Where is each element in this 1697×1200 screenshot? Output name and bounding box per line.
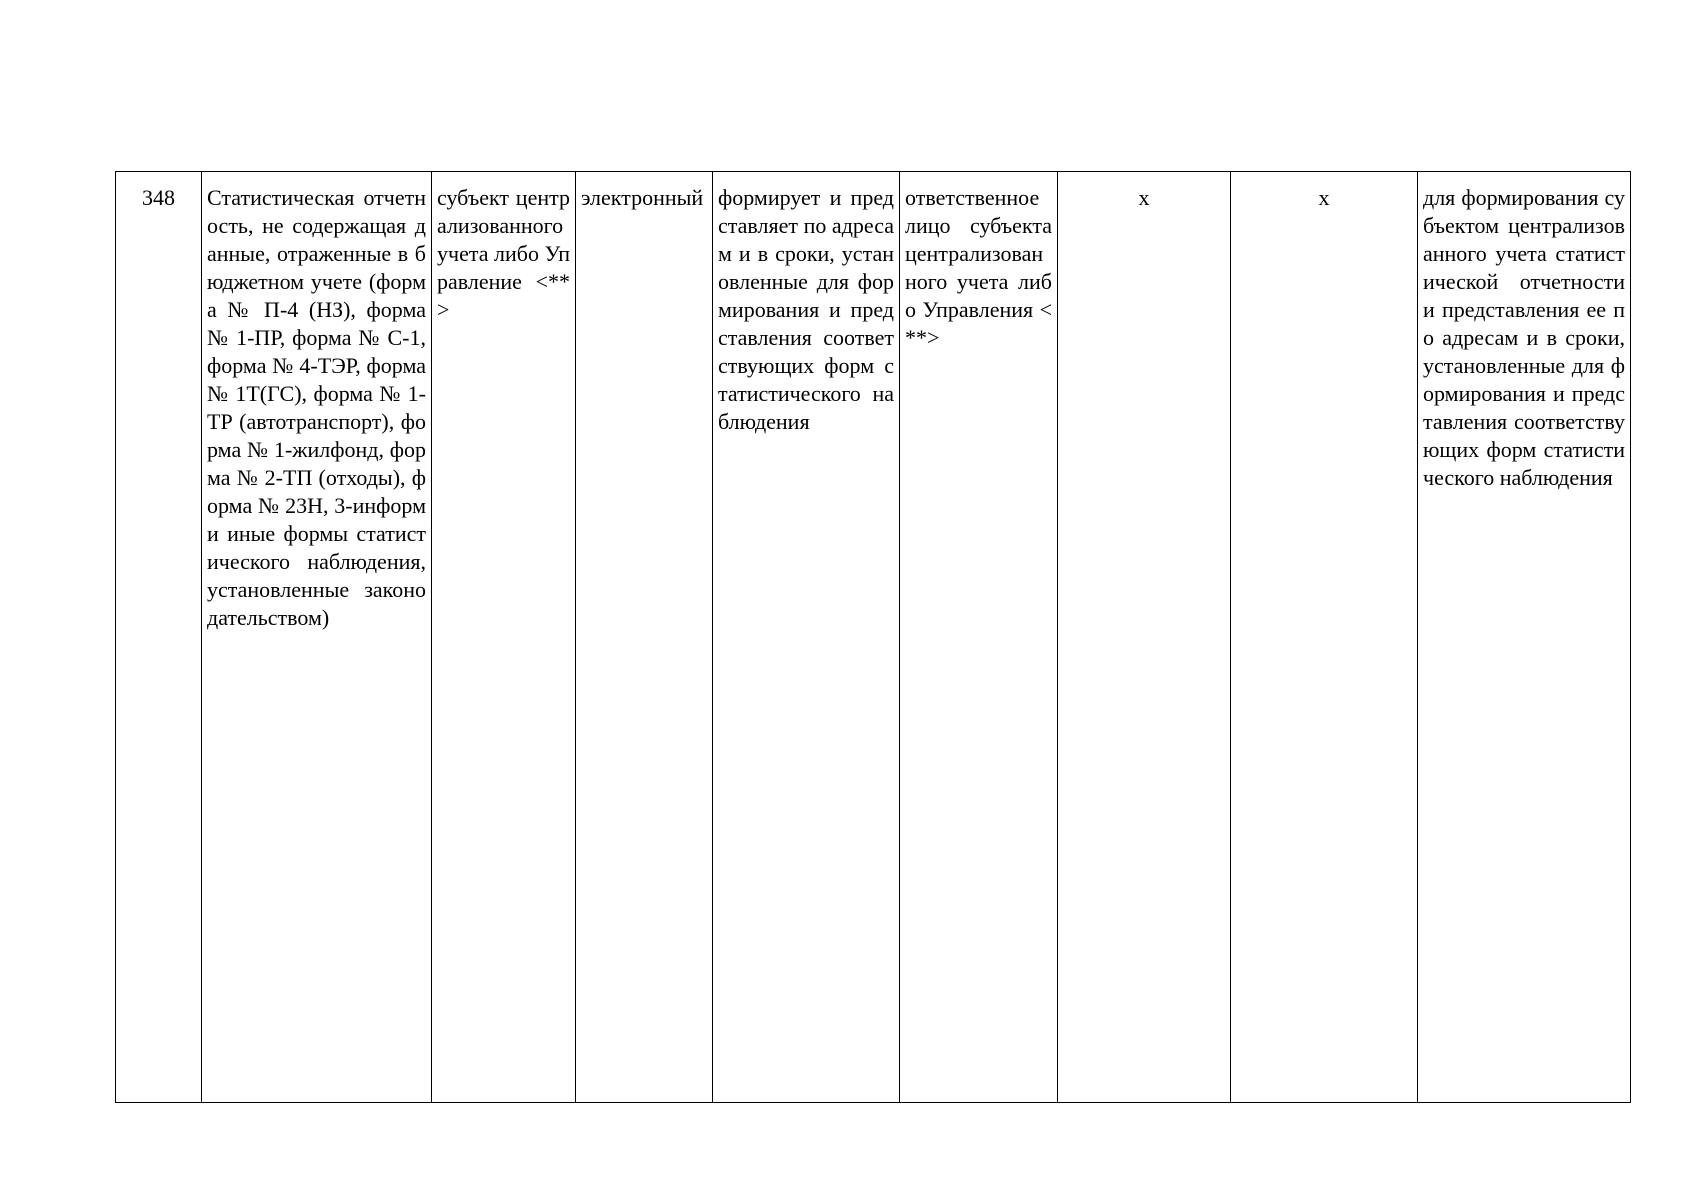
document-form: электронный bbox=[581, 185, 704, 210]
responsible-person: ответственное лицо субъекта централизованного учета либо Управления <**> bbox=[905, 185, 1052, 350]
column-8-cell bbox=[1231, 172, 1418, 1103]
action-cell bbox=[713, 172, 900, 1103]
form-cell bbox=[576, 172, 713, 1103]
document-name-cell bbox=[202, 172, 432, 1103]
purpose-cell bbox=[1418, 172, 1631, 1103]
responsible-person-cell bbox=[900, 172, 1058, 1103]
document-table-container bbox=[115, 171, 1630, 1103]
purpose-description: для формирования субъектом централизованного учета статистической отчетности и представления ее по адресам и в сроки, установленные для формирования и представления соответствующих форм статистического наблюдения bbox=[1423, 185, 1625, 490]
column-8-value: х bbox=[1318, 185, 1330, 210]
responsible-entity-cell bbox=[432, 172, 576, 1103]
table-row bbox=[116, 172, 1631, 1103]
document-table bbox=[115, 171, 1631, 1103]
responsible-entity: субъект централизованного учета либо Управление <**> bbox=[437, 185, 570, 322]
column-7-cell bbox=[1058, 172, 1231, 1103]
row-number: 348 bbox=[142, 185, 175, 210]
action-description: формирует и представляет по адресам и в сроки, установленные для формирования и представления соответствующих форм статистического наблюдения bbox=[718, 185, 894, 434]
document-name: Статистическая отчетность, не содержащая данные, отраженные в бюджетном учете (форма № П-4 (НЗ), форма № 1-ПР, форма № С-1, форма № 4-ТЭР, форма № 1Т(ГС), форма № 1-ТР (автотранспорт), форма № 1-жилфонд, форма № 2-ТП (отходы), форма № 23Н, 3-информ и иные формы статистического наблюдения, установленные законодательством) bbox=[207, 185, 426, 630]
column-7-value: х bbox=[1138, 185, 1150, 210]
row-number-cell bbox=[116, 172, 202, 1103]
